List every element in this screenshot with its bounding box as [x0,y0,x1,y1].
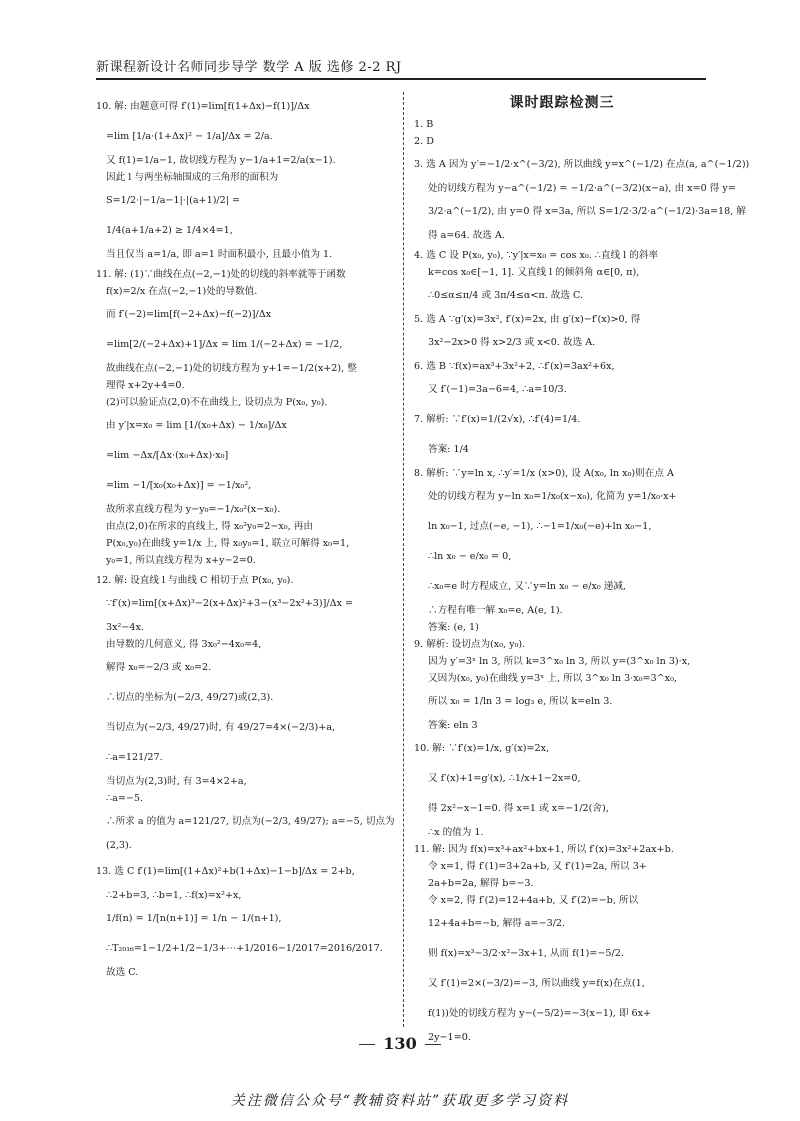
page-number-dash-left [359,1044,375,1045]
text-line: 故所求直线方程为 y−y₀=−1/x₀²(x−x₀). [106,504,281,515]
text-line: 则 f(x)=x³−3/2·x²−3x+1, 从而 f(1)=−5/2. [428,948,624,959]
text-line: 13. 选 C f′(1)=lim[(1+Δx)²+b(1+Δx)−1−b]/Δx = 2+b, [96,866,355,877]
column-divider [403,92,404,1027]
text-line: (2)可以验证点(2,0)不在曲线上, 设切点为 P(x₀, y₀). [106,397,328,408]
text-line: 当切点为(−2/3, 49/27)时, 有 49/27=4×(−2/3)+a, [106,722,336,733]
text-line: ln x₀−1, 过点(−e, −1), ∴−1=1/x₀(−e)+ln x₀−1, [428,521,652,532]
text-line: 1/4(a+1/a+2) ≥ 1/4×4=1, [106,225,233,236]
text-line: 故曲线在点(−2,−1)处的切线方程为 y+1=−1/2(x+2), 整 [106,363,357,374]
text-line: 由点(2,0)在所求的直线上, 得 x₀²y₀=2−x₀, 再由 [106,521,313,532]
page-header [96,54,706,80]
right-column [414,92,750,1046]
text-line: =lim −Δx/[Δx·(x₀+Δx)·x₀] [106,450,229,461]
text-line: ∴方程有唯一解 x₀=e, A(e, 1). [428,605,563,616]
text-line: 得 a=64. 故选 A. [428,230,505,241]
text-line: 12+4a+b=−b, 解得 a=−3/2. [428,918,566,929]
text-line: f(x)=2/x 在点(−2,−1)处的导数值. [106,286,258,297]
text-line: 3x²−2x>0 得 x>2/3 或 x<0. 故选 A. [428,337,596,348]
text-line: 2y−1=0. [428,1032,471,1043]
text-line: 又因为(x₀, y₀)在曲线 y=3ˣ 上, 所以 3^x₀ ln 3·x₀=3^x₀, [428,673,677,684]
answer-line: 答案: (e, 1) [428,622,479,633]
text-line: ∴a=121/27. [106,752,163,763]
text-line: 处的切线方程为 y−ln x₀=1/x₀(x−x₀), 化简为 y=1/x₀·x+ [428,491,677,502]
text-line: 7. 解析: ∵f′(x)=1/(2√x), ∴f′(4)=1/4. [414,414,581,425]
text-line: 9. 解析: 设切点为(x₀, y₀). [414,639,526,650]
text-line: 又 f′(1)=2×(−3/2)=−3, 所以曲线 y=f(x)在点(1, [428,978,645,989]
answer-line: 答案: 1/4 [428,444,469,455]
text-line: 1. B [414,119,434,130]
text-line: 2. D [414,136,434,147]
text-line: 处的切线方程为 y−a^(−1/2) = −1/2·a^(−3/2)(x−a), 由 x=0 得 y= [428,183,736,194]
text-line: 3/2·a^(−1/2), 由 y=0 得 x=3a, 所以 S=1/2·3/2·a^(−1/2)·3a=18, 解 [428,206,746,217]
page-number [0,1034,800,1053]
text-line: 5. 选 A ∵g′(x)=3x², f′(x)=2x, 由 g′(x)−f′(x)>0, 得 [414,314,641,325]
text-line: ∴2+b=3, ∴b=1, ∴f(x)=x²+x, [106,890,242,901]
text-line: 2a+b=2a, 解得 b=−3. [428,878,534,889]
text-line: 令 x=2, 得 f′(2)=12+4a+b, 又 f′(2)=−b, 所以 [428,895,639,906]
text-line: ∴所求 a 的值为 a=121/27, 切点为(−2/3, 49/27); a=−5, 切点为 [106,816,395,827]
text-line: 1/f(n) = 1/[n(n+1)] = 1/n − 1/(n+1), [106,913,282,924]
header-rule [96,78,706,80]
text-line: 因此 l 与两坐标轴围成的三角形的面积为 [106,172,279,183]
text-line: 得 2x²−x−1=0. 得 x=1 或 x=−1/2(舍), [428,803,609,814]
text-line: 因为 y′=3ˣ ln 3, 所以 k=3^x₀ ln 3, 所以 y=(3^x₀ ln 3)·x, [428,656,691,667]
text-line: 10. 解: 由题意可得 f′(1)=lim[f(1+Δx)−f(1)]/Δx [96,101,310,112]
text-line: 由 y′|x=x₀ = lim [1/(x₀+Δx) − 1/x₀]/Δx [106,420,287,431]
text-line: k=cos x₀∈[−1, 1]. 又直线 l 的倾斜角 α∈[0, π), [428,267,640,278]
text-line: 由导数的几何意义, 得 3x₀²−4x₀=4, [106,639,262,650]
text-line: 当且仅当 a=1/a, 即 a=1 时面积最小, 且最小值为 1. [106,249,333,260]
header-title: 新课程新设计名师同步导学 数学 A 版 选修 2-2 RJ [96,60,402,75]
text-line: 11. 解: (1)∵曲线在点(−2,−1)处的切线的斜率就等于函数 [96,269,346,280]
text-line: 又 f′(x)+1=g′(x), ∴1/x+1−2x=0, [428,773,581,784]
text-line: 12. 解: 设直线 l 与曲线 C 相切于点 P(x₀, y₀). [96,575,294,586]
text-line: y₀=1, 所以直线方程为 x+y−2=0. [106,555,256,566]
text-line: 11. 解: 因为 f(x)=x³+ax²+bx+1, 所以 f′(x)=3x²+2ax+b. [414,844,674,855]
text-line: 当切点为(2,3)时, 有 3=4×2+a, [106,776,247,787]
text-line: =lim −1/[x₀(x₀+Δx)] = −1/x₀², [106,480,252,491]
text-line: 而 f′(−2)=lim[f(−2+Δx)−f(−2)]/Δx [106,309,272,320]
text-line: (2,3). [106,840,132,851]
footer-note: 关注微信公众号“教辅资料站”获取更多学习资料 [230,1093,570,1109]
page-number-dash-right [425,1044,441,1045]
text-line: 10. 解: ∵f′(x)=1/x, g′(x)=2x, [414,743,550,754]
text-line: 3. 选 A 因为 y′=−1/2·x^(−3/2), 所以曲线 y=x^(−1/2) 在点(a, a^(−1/2)) [414,159,750,170]
text-line: ∴ln x₀ − e/x₀ = 0, [428,551,512,562]
text-line: ∴0≤α≤π/4 或 3π/4≤α<π. 故选 C. [428,290,584,301]
text-line: ∵f′(x)=lim[(x+Δx)³−2(x+Δx)²+3−(x³−2x²+3)]/Δx = [106,598,353,609]
text-line: =lim[2/(−2+Δx)+1]/Δx = lim 1/(−2+Δx) = −1/2, [106,339,343,350]
text-line: ∴a=−5. [106,793,144,804]
text-line: ∴切点的坐标为(−2/3, 49/27)或(2,3). [106,692,274,703]
text-line: f(1))处的切线方程为 y−(−5/2)=−3(x−1), 即 6x+ [428,1008,652,1019]
text-line: 令 x=1, 得 f′(1)=3+2a+b, 又 f′(1)=2a, 所以 3+ [428,861,647,872]
answer-line: 答案: eln 3 [428,720,478,731]
text-line: P(x₀,y₀)在曲线 y=1/x 上, 得 x₀y₀=1, 联立可解得 x₀=1, [106,538,350,549]
text-line: 4. 选 C 设 P(x₀, y₀), ∵y′|x=x₀ = cos x₀. ∴直线 l 的斜率 [414,250,659,261]
text-line: =lim [1/a·(1+Δx)² − 1/a]/Δx = 2/a. [106,131,273,142]
text-line: 理得 x+2y+4=0. [106,380,185,391]
text-line: 3x²−4x. [106,622,144,633]
text-line: ∴T₂₀₁₆=1−1/2+1/2−1/3+⋯+1/2016−1/2017=2016/2017. [106,943,383,954]
left-column [96,92,396,981]
text-line: 又 f(1)=1/a−1, 故切线方程为 y−1/a+1=2/a(x−1). [106,155,336,166]
text-line: ∴x 的值为 1. [428,827,484,838]
text-line: ∴x₀=e 时方程成立, 又∵y=ln x₀ − e/x₀ 递减, [428,581,626,592]
text-line: 解得 x₀=−2/3 或 x₀=2. [106,662,212,673]
text-line: 6. 选 B ∵f(x)=ax³+3x²+2, ∴f′(x)=3ax²+6x, [414,361,615,372]
page-number-value: 130 [383,1034,417,1053]
text-line: 又 f′(−1)=3a−6=4, ∴a=10/3. [428,384,567,395]
text-line: 所以 x₀ = 1/ln 3 = log₃ e, 所以 k=eln 3. [428,696,613,707]
text-line: 8. 解析: ∵y=ln x, ∴y′=1/x (x>0), 设 A(x₀, ln x₀)则在点 A [414,468,674,479]
section-title: 课时跟踪检测三 [509,95,615,111]
text-line: S=1/2·|−1/a−1|·|(a+1)/2| = [106,195,241,206]
text-line: 故选 C. [106,967,139,978]
